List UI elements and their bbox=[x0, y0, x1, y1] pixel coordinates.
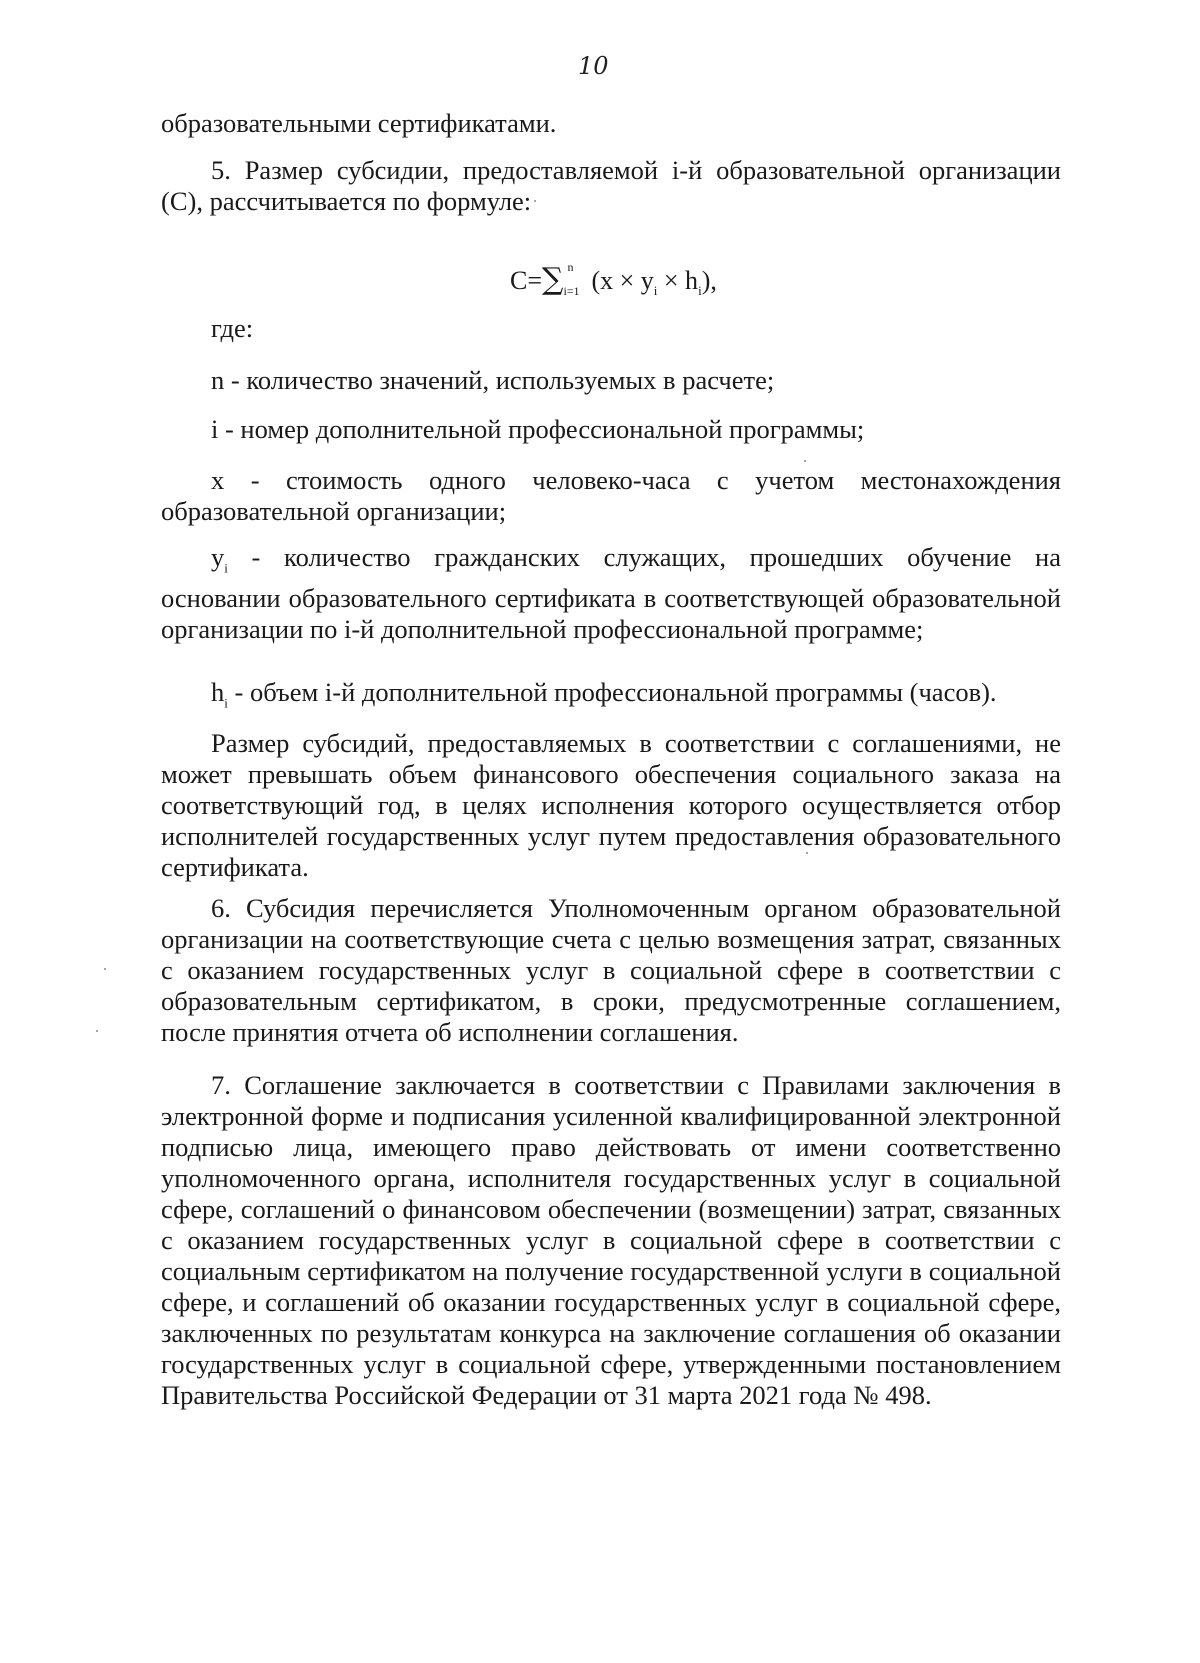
definition-h bbox=[161, 677, 1061, 718]
formula-mid: × h bbox=[657, 266, 699, 295]
var-h: h bbox=[211, 677, 225, 707]
paragraph-6: 6. Субсидия перечисляется Уполномоченным органом образовательной организации на соответствующие счета с целью возмещения затрат, связанных с оказанием государственных услуг в социальной сфере в соответствии с образовательным сертификатом, в сроки, предусмотренные соглашением, после принятия отчета об исполнении соглашения. bbox=[161, 893, 1061, 1047]
definition-n: n - количество значений, используемых в расчете; bbox=[211, 365, 775, 395]
paragraph-5: 5. Размер субсидии, предоставляемой i-й образовательной организации (С), рассчитывается по формуле: bbox=[161, 155, 1061, 216]
var-y: y bbox=[211, 542, 225, 572]
scan-speck bbox=[104, 968, 106, 970]
sum-upper-limit: n bbox=[567, 260, 574, 275]
scan-speck bbox=[534, 200, 536, 202]
definition-h-text: - объем i-й дополнительной профессиональной программы (часов). bbox=[227, 677, 997, 707]
intro-line: образовательными сертификатами. bbox=[161, 108, 557, 138]
definition-y-text: - количество гражданских служащих, прошедших обучение на основании образовательного сертификата в соответствующей образовательной организации по i-й дополнительной профессиональной программе; bbox=[161, 542, 1061, 645]
formula-sub-y: i bbox=[653, 283, 658, 299]
where-label: где: bbox=[211, 313, 254, 343]
sum-sign: ∑ bbox=[542, 262, 564, 297]
paragraph-7: 7. Соглашение заключается в соответствии с Правилами заключения в электронной форме и подписания усиленной квалифицированной электронной подписью лица, имеющего право действовать от имени соответственно уполномоченного органа, исполнителя государственных услуг в социальной сфере, соглашений о финансовом обеспечении (возмещении) затрат, связанных с оказанием государственных услуг в социальной сфере в соответствии с социальным сертификатом на получение государственной услуги в социальной сфере, и соглашений об оказании государственных услуг в социальной сфере, заключенных по результатам конкурса на заключение соглашения об оказании государственных услуг в социальной сфере, утвержденными постановлением Правительства Российской Федерации от 31 марта 2021 года № 498. bbox=[161, 1070, 1061, 1410]
scan-speck bbox=[96, 1030, 98, 1032]
page-number: 10 bbox=[578, 52, 609, 80]
definition-i: i - номер дополнительной профессиональной программы; bbox=[211, 414, 865, 444]
var-y-sub: i bbox=[224, 560, 228, 576]
subsidy-limit-paragraph: Размер субсидий, предоставляемых в соответствии с соглашениями, не может превышать объем финансового обеспечения социального заказа на соответствующий год, в целях исполнения которого осуществляется отбор исполнителей государственных услуг путем предоставления образовательного сертификата. bbox=[161, 728, 1061, 882]
var-h-sub: i bbox=[224, 695, 228, 711]
formula-lhs: C= bbox=[510, 266, 543, 295]
scan-speck bbox=[804, 460, 806, 462]
formula-sub-h: i bbox=[698, 283, 702, 299]
sum-lower-limit: i=1 bbox=[563, 284, 580, 299]
scan-speck bbox=[806, 852, 808, 854]
subsidy-formula bbox=[510, 260, 717, 311]
formula-close: ), bbox=[701, 266, 717, 295]
formula-open: (x × y bbox=[591, 266, 654, 295]
definition-x: x - стоимость одного человеко-часа с учетом местонахождения образовательной организации; bbox=[161, 465, 1061, 526]
definition-y bbox=[161, 542, 1061, 645]
